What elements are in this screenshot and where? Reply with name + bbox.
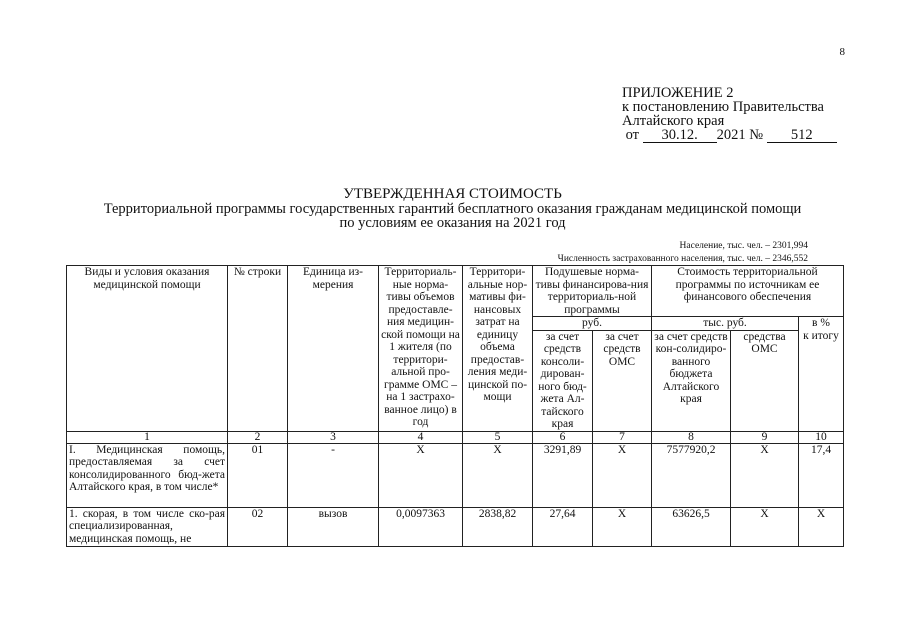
column-number: 10 <box>799 431 844 443</box>
row-cost-budget: 7577920,2 <box>652 443 731 507</box>
header-per-capita: Подушевые норма-тивы финансирова-ния территориаль-ной программы <box>533 266 652 317</box>
column-number: 2 <box>228 431 288 443</box>
appendix-date-line <box>622 128 837 143</box>
row-cost-norm: 2838,82 <box>463 507 533 546</box>
row-cost-oms: Х <box>731 443 799 507</box>
header-percent: к итогу <box>799 330 844 431</box>
appendix-decree-line: к постановлению Правительства <box>622 99 824 115</box>
column-number: 5 <box>463 431 533 443</box>
header-unit: Единица из-мерения <box>288 266 379 432</box>
decree-date: 30.12. <box>643 129 717 143</box>
header-percent-top: в % <box>799 317 844 331</box>
row-per-capita-budget: 27,64 <box>533 507 593 546</box>
header-budget-per-capita: за счет средств консоли-дирован-ного бюд-жета Ал-тайского края <box>533 330 593 431</box>
header-oms-cost: средства ОМС <box>731 330 799 431</box>
appendix-header <box>622 86 837 143</box>
page-number: 8 <box>839 46 845 58</box>
document-subtitle: Территориальной программы государственных гарантий бесплатного оказания гражданам медицинской помощи <box>103 201 802 217</box>
appendix-title: ПРИЛОЖЕНИЕ 2 <box>622 85 734 101</box>
row-per-capita-budget: 3291,89 <box>533 443 593 507</box>
row-per-capita-oms: Х <box>593 443 652 507</box>
row-name: I. Медицинская помощь, предоставляемая за счет консолидированного бюд-жета Алтайского края, в том числе* <box>67 443 228 507</box>
column-number: 4 <box>379 431 463 443</box>
header-volume-norms: Территориаль-ные норма-тивы объемов предоставле-ния медицин-ской помощи на 1 жителя (по территори-альной про-грамме ОМС – на 1 застрахо-ванное лицо) в год <box>379 266 463 432</box>
header-cost-norms: Территори-альные нор-мативы фи-нансовых затрат на единицу объема предостав-ления меди-цинской по-мощи <box>463 266 533 432</box>
decree-number: 512 <box>767 129 837 143</box>
column-number-row <box>67 431 844 443</box>
row-line-number: 01 <box>228 443 288 507</box>
population-note: Население, тыс. чел. – 2301,994 <box>679 241 808 251</box>
column-number: 1 <box>67 431 228 443</box>
table-row <box>67 443 844 507</box>
row-unit: вызов <box>288 507 379 546</box>
row-line-number: 02 <box>228 507 288 546</box>
column-number: 6 <box>533 431 593 443</box>
number-sign: № <box>749 127 764 143</box>
column-number: 8 <box>652 431 731 443</box>
column-number: 9 <box>731 431 799 443</box>
column-number: 7 <box>593 431 652 443</box>
appendix-region-line: Алтайского края <box>622 113 725 129</box>
cost-table <box>66 265 844 547</box>
insured-population-note: Численность застрахованного населения, тыс. чел. – 2346,552 <box>557 254 808 264</box>
header-line-number: № строки <box>228 266 288 432</box>
header-row <box>67 266 844 317</box>
row-cost-oms: Х <box>731 507 799 546</box>
header-budget-cost: за счет средств кон-солидиро-ванного бюджета Алтайского края <box>652 330 731 431</box>
title-block <box>0 187 905 230</box>
column-number: 3 <box>288 431 379 443</box>
row-volume-norm: 0,0097363 <box>379 507 463 546</box>
row-volume-norm: Х <box>379 443 463 507</box>
header-unit-rub: руб. <box>533 317 652 331</box>
row-cost-budget: 63626,5 <box>652 507 731 546</box>
row-per-capita-oms: Х <box>593 507 652 546</box>
decree-year: 2021 <box>716 127 746 143</box>
row-percent: 17,4 <box>799 443 844 507</box>
row-percent: Х <box>799 507 844 546</box>
header-oms-per-capita: за счет средств ОМС <box>593 330 652 431</box>
header-kinds: Виды и условия оказания медицинской помощи <box>67 266 228 432</box>
row-name: 1. скорая, в том числе ско-рая специализированная, медицинская помощь, не <box>67 507 228 546</box>
header-program-cost: Стоимость территориальной программы по источникам ее финансового обеспечения <box>652 266 844 317</box>
table-row <box>67 507 844 546</box>
document-title: УТВЕРЖДЕННАЯ СТОИМОСТЬ <box>343 186 562 202</box>
row-cost-norm: Х <box>463 443 533 507</box>
document-subtitle-year: по условиям ее оказания на 2021 год <box>339 215 566 231</box>
header-unit-thousand-rub: тыс. руб. <box>652 317 799 331</box>
date-prefix: от <box>625 127 640 143</box>
row-unit: - <box>288 443 379 507</box>
